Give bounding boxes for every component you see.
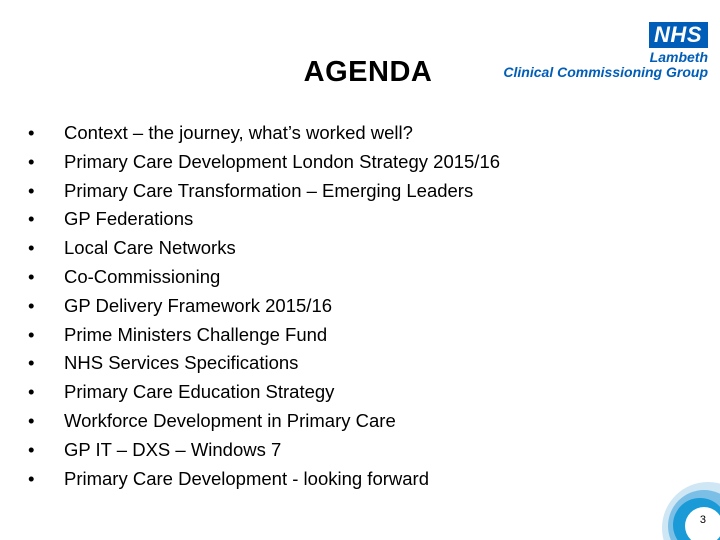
page-number: 3 <box>699 514 706 526</box>
bullet-icon: • <box>28 208 35 230</box>
agenda-list <box>28 119 500 493</box>
agenda-item <box>28 436 500 465</box>
bullet-icon: • <box>28 265 35 287</box>
bullet-icon: • <box>28 179 35 201</box>
agenda-item <box>28 378 500 407</box>
corner-decoration <box>630 440 720 540</box>
bullet-icon: • <box>28 438 35 460</box>
agenda-item <box>28 292 500 321</box>
agenda-item-text: Primary Care Development London Strategy 2015/16 <box>64 150 501 172</box>
agenda-item-text: Context – the journey, what’s worked well? <box>64 122 413 143</box>
nhs-badge: NHS <box>649 22 708 48</box>
agenda-item-text: Workforce Development in Primary Care <box>64 409 396 431</box>
agenda-item <box>28 407 500 436</box>
logo-group-name: Clinical Commissioning Group <box>503 64 708 80</box>
agenda-item-text: NHS Services Specifications <box>64 352 299 374</box>
agenda-item <box>28 205 500 234</box>
bullet-icon: • <box>28 381 35 403</box>
bullet-icon: • <box>28 122 35 143</box>
bullet-icon: • <box>28 409 35 431</box>
agenda-item <box>28 263 500 292</box>
agenda-item-text: GP Federations <box>64 208 194 230</box>
agenda-item-text: Prime Ministers Challenge Fund <box>64 323 328 345</box>
agenda-item <box>28 465 500 494</box>
agenda-item <box>28 148 500 177</box>
agenda-item-text: Primary Care Transformation – Emerging Leaders <box>64 179 474 201</box>
agenda-item <box>28 349 500 378</box>
bullet-icon: • <box>28 467 35 489</box>
bullet-icon: • <box>28 352 35 374</box>
nhs-lambeth-logo <box>448 22 708 82</box>
agenda-item-text: Primary Care Development - looking forward <box>64 467 429 489</box>
bullet-icon: • <box>28 323 35 345</box>
agenda-item-text: Primary Care Education Strategy <box>64 381 335 403</box>
agenda-item <box>28 321 500 350</box>
bullet-icon: • <box>28 150 35 172</box>
agenda-item <box>28 119 500 148</box>
agenda-item-text: Co-Commissioning <box>64 265 221 287</box>
logo-org-name: Lambeth <box>649 49 708 65</box>
agenda-item-text: Local Care Networks <box>64 237 236 259</box>
agenda-item <box>28 177 500 206</box>
agenda-item-text: GP IT – DXS – Windows 7 <box>64 438 282 460</box>
agenda-item-text: GP Delivery Framework 2015/16 <box>64 294 333 316</box>
slide-title: AGENDA <box>303 56 433 88</box>
agenda-item <box>28 234 500 263</box>
bullet-icon: • <box>28 237 35 259</box>
bullet-icon: • <box>28 294 35 316</box>
